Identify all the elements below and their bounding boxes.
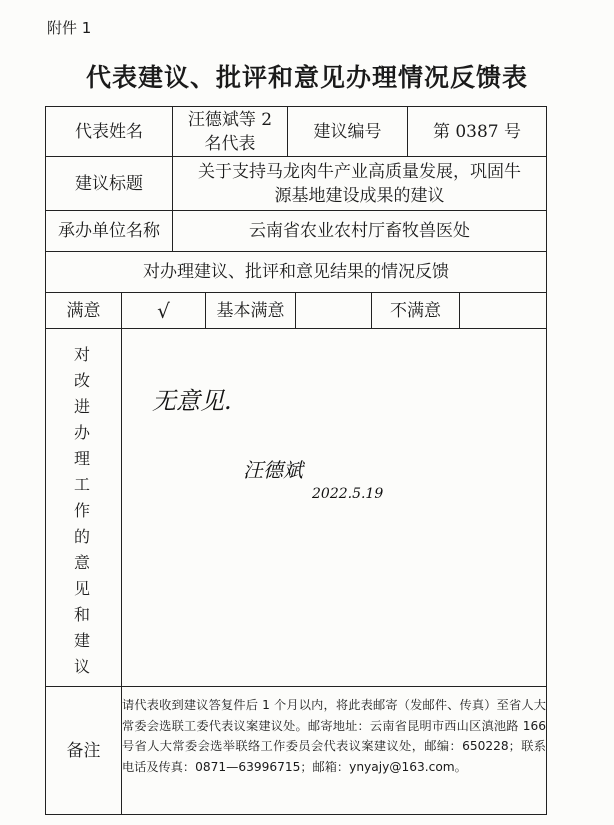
suggestion-number-value: 第 0387 号: [408, 107, 546, 157]
satisfied-checkmark: √: [122, 293, 206, 329]
attachment-label: 附件 1: [47, 19, 92, 37]
remarks-label: 备注: [46, 687, 122, 814]
rep-name-label: 代表姓名: [46, 107, 173, 157]
rep-name-line2: 名代表: [204, 133, 256, 154]
handwritten-signature: 汪德斌: [243, 458, 303, 482]
improvement-vertical-label: 对改进办理工作的意见和建议: [73, 345, 90, 676]
unsatisfied-box: [460, 293, 546, 329]
basic-satisfied-box: [296, 293, 372, 329]
handwritten-comment: 无意见.: [152, 387, 232, 415]
suggestion-title-label: 建议标题: [46, 157, 173, 211]
feedback-heading: 对办理建议、批评和意见结果的情况反馈: [46, 252, 546, 293]
suggestion-number-label: 建议编号: [288, 107, 408, 157]
rep-name-value: [173, 107, 288, 157]
rep-name-line1: 汪德斌等 2: [187, 109, 273, 130]
unsatisfied-label: 不满意: [372, 293, 460, 329]
suggestion-title-line2: 源基地建设成果的建议: [274, 185, 445, 206]
basic-satisfied-label: 基本满意: [206, 293, 296, 329]
suggestion-title-line1: 关于支持马龙肉牛产业高质量发展，巩固牛: [198, 161, 521, 182]
suggestion-title-value: [173, 157, 546, 211]
handling-unit-value: 云南省农业农村厅畜牧兽医处: [173, 211, 546, 252]
satisfied-label: 满意: [46, 293, 122, 329]
remarks-note: 请代表收到建议答复件后 1 个月以内，将此表邮寄（发邮件、传真）至省人大常委会选联工委代表议案建议处。邮寄地址：云南省昆明市西山区滇池路 166 号省人大常委会选举联络工作委员会代表议案建议处，邮编：650228；联系电话及传真：0871—63996715；邮箱：ynyajy@163.com。: [122, 698, 546, 774]
form-title: 代表建议、批评和意见办理情况反馈表: [85, 63, 528, 92]
handling-unit-label: 承办单位名称: [46, 211, 173, 252]
handwritten-date: 2022.5.19: [312, 486, 384, 502]
